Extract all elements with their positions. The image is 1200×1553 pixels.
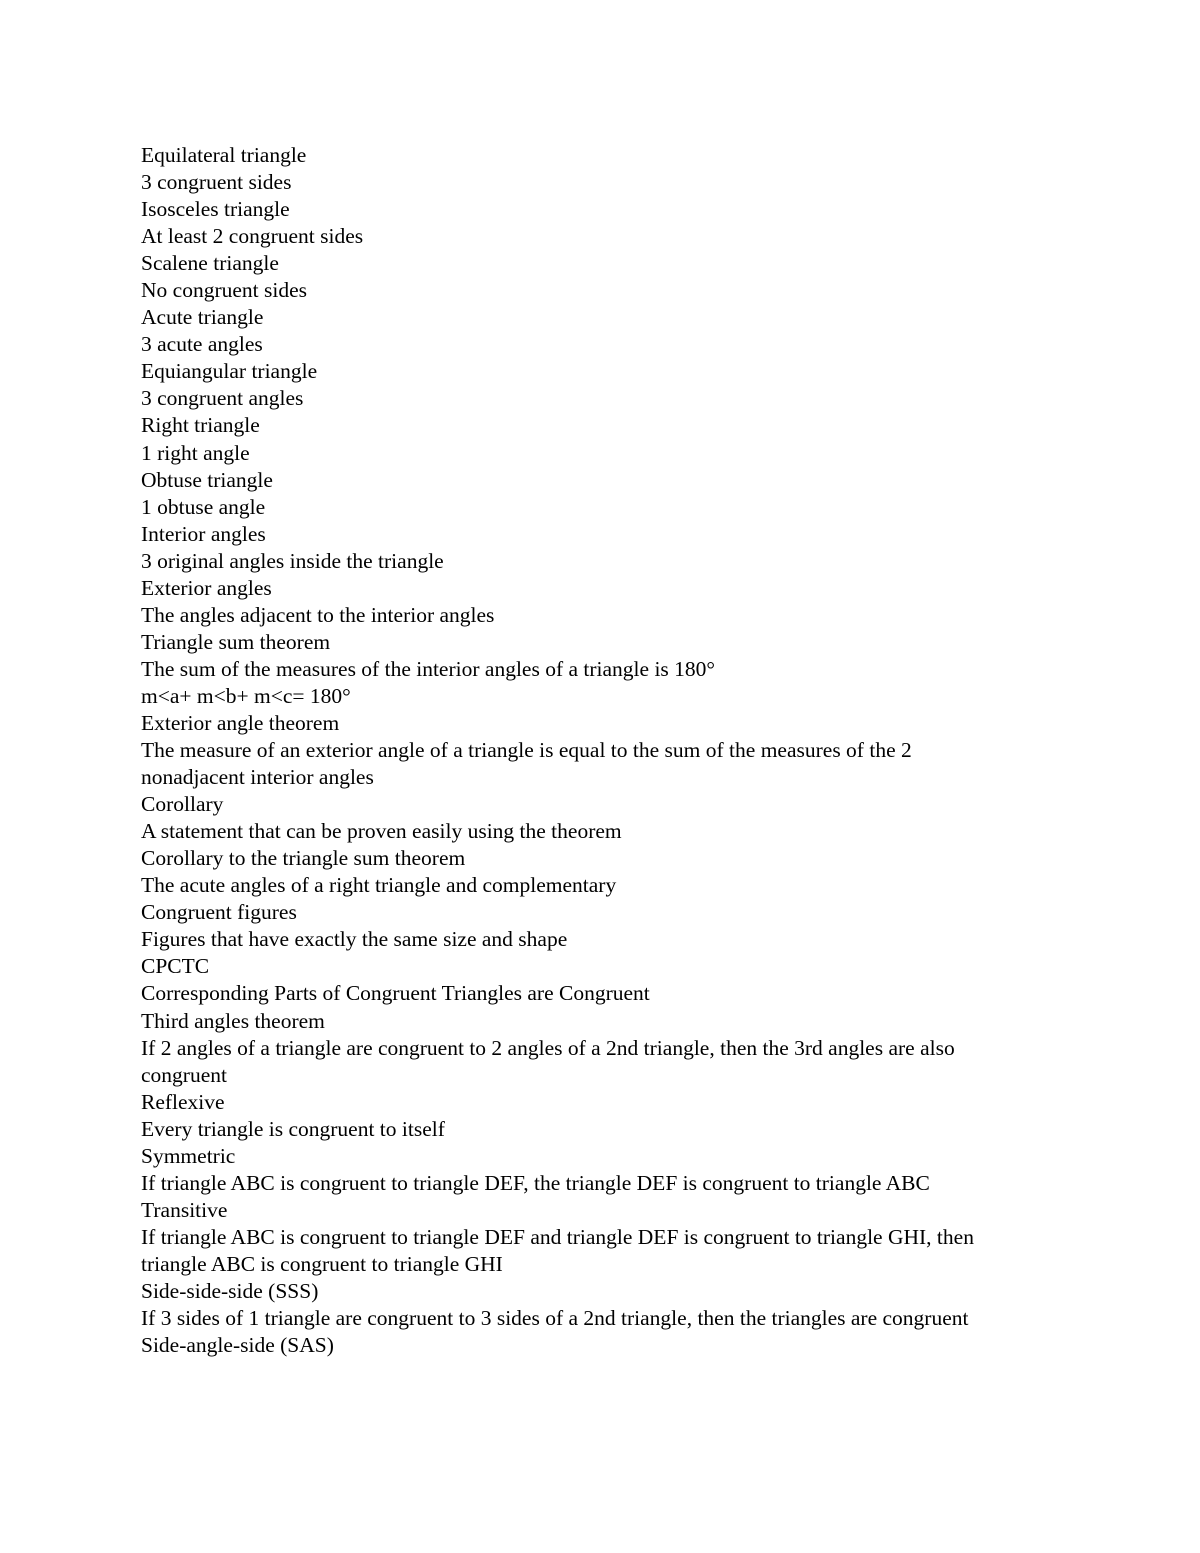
text-line: Acute triangle [141, 305, 264, 330]
text-line: Every triangle is congruent to itself [141, 1116, 445, 1141]
text-line: CPCTC [141, 954, 210, 979]
text-line: No congruent sides [141, 278, 307, 303]
text-line: triangle ABC is congruent to triangle GHI [141, 1251, 503, 1276]
text-line: Transitive [141, 1197, 228, 1222]
text-line: Exterior angle theorem [141, 710, 340, 735]
text-line: 3 congruent sides [141, 170, 292, 195]
text-line: If 3 sides of 1 triangle are congruent to 3 sides of a 2nd triangle, then the triangles are congruent [141, 1306, 969, 1331]
text-line: nonadjacent interior angles [141, 765, 374, 790]
text-line: Symmetric [141, 1143, 236, 1168]
text-line: Corollary to the triangle sum theorem [141, 846, 466, 871]
text-line: The angles adjacent to the interior angles [141, 602, 495, 627]
text-line: Figures that have exactly the same size and shape [141, 927, 568, 952]
text-line: 3 acute angles [141, 332, 263, 357]
text-line: Side-angle-side (SAS) [141, 1333, 334, 1358]
text-line: Third angles theorem [141, 1008, 325, 1033]
text-line: Equiangular triangle [141, 359, 318, 384]
text-line: Corresponding Parts of Congruent Triangles are Congruent [141, 981, 650, 1006]
text-line: Right triangle [141, 413, 260, 438]
text-line: Isosceles triangle [141, 197, 290, 222]
text-line: Corollary [141, 792, 224, 817]
text-line: congruent [141, 1062, 227, 1087]
text-line: If triangle ABC is congruent to triangle DEF, the triangle DEF is congruent to triangle ABC [141, 1170, 930, 1195]
text-line: Congruent figures [141, 900, 297, 925]
text-line: Scalene triangle [141, 251, 279, 276]
text-line: Obtuse triangle [141, 467, 273, 492]
text-line: At least 2 congruent sides [141, 224, 364, 249]
text-line: The sum of the measures of the interior angles of a triangle is 180° [141, 656, 716, 681]
text-line: Exterior angles [141, 575, 272, 600]
text-line: Interior angles [141, 521, 266, 546]
text-line: 1 right angle [141, 440, 250, 465]
text-line: 1 obtuse angle [141, 494, 266, 519]
text-line: Triangle sum theorem [141, 629, 331, 654]
text-line: The measure of an exterior angle of a triangle is equal to the sum of the measures of the 2 [141, 738, 912, 763]
text-line: 3 congruent angles [141, 386, 304, 411]
text-line: Equilateral triangle [141, 143, 307, 167]
document-body [141, 142, 1081, 1359]
text-line: Side-side-side (SSS) [141, 1278, 319, 1303]
text-line: If 2 angles of a triangle are congruent to 2 angles of a 2nd triangle, then the 3rd angles are also [141, 1035, 955, 1060]
text-line: Reflexive [141, 1089, 225, 1114]
text-line: A statement that can be proven easily using the theorem [141, 819, 622, 844]
text-line: The acute angles of a right triangle and complementary [141, 873, 617, 898]
text-line: If triangle ABC is congruent to triangle DEF and triangle DEF is congruent to triangle GHI, then [141, 1224, 974, 1249]
text-line: m<a+ m<b+ m<c= 180° [141, 683, 351, 708]
text-line: 3 original angles inside the triangle [141, 548, 444, 573]
